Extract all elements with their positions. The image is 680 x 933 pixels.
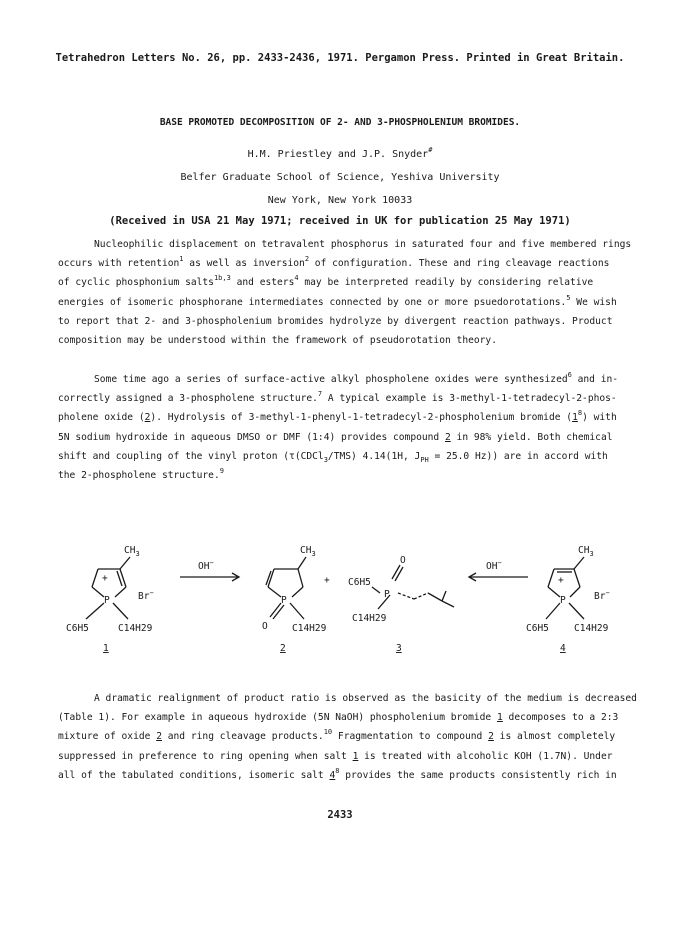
compound-label-1: 1 bbox=[103, 643, 109, 654]
plus-charge: + bbox=[558, 575, 564, 586]
text-line: pholene oxide (2). Hydrolysis of 3-methyl-1-phenyl-1-tetradecyl-2-phospholenium bromide $(1^8)$ with bbox=[58, 409, 617, 424]
compound-label-2: 2 bbox=[280, 643, 286, 654]
article-title: BASE PROMOTED DECOMPOSITION OF 2- AND 3-PHOSPHOLENIUM BROMIDES. bbox=[159, 117, 521, 128]
text-line: correctly assigned a 3-phospholene structure.$^7$ A typical example is 3-methyl-1-tetradecyl-2-phos- bbox=[58, 390, 617, 405]
text-line: Some time ago a series of surface-active alkyl phospholene oxides were synthesized$^6$ and in- bbox=[94, 371, 619, 385]
text-line: mixture of oxide 2 and ring cleavage products.$^{10}$ Fragmentation to compound 2 is almost completely bbox=[58, 728, 616, 743]
tetradecyl-label: C14H29 bbox=[292, 623, 327, 634]
text-line: composition may be understood within the framework of pseudorotation theory. bbox=[58, 335, 497, 347]
phenyl-label: C6H5 bbox=[526, 623, 549, 634]
received-dates: (Received in USA 21 May 1971; received in UK for publication 25 May 1971) bbox=[109, 215, 571, 227]
author-footnote-mark: # bbox=[428, 146, 433, 154]
oxygen-label: O bbox=[400, 555, 406, 566]
phosphorus-label: P bbox=[104, 595, 110, 606]
paragraph-1 bbox=[58, 235, 632, 350]
compound-4-structure bbox=[546, 557, 584, 619]
text-line: Nucleophilic displacement on tetravalent phosphorus in saturated four and five membered rings bbox=[94, 239, 632, 250]
phenyl-label: C6H5 bbox=[66, 623, 89, 634]
journal-header: Tetrahedron Letters No. 26, pp. 2433-2436, 1971. Pergamon Press. Printed in Great Britain. bbox=[55, 52, 625, 64]
text-line: A dramatic realignment of product ratio is observed as the basicity of the medium is decreased bbox=[94, 693, 637, 704]
text-line: 5N sodium hydroxide in aqueous DMSO or DMF (1:4) provides compound 2 in 98% yield. Both chemical bbox=[58, 431, 613, 443]
text-line: to report that 2- and 3-phospholenium bromides hydrolyze by divergent reaction pathways. Product bbox=[58, 315, 613, 327]
hydroxide-label: OH− bbox=[198, 559, 214, 572]
text-line: (Table 1). For example in aqueous hydroxide (5N NaOH) phospholenium bromide 1 decomposes to a 2:3 bbox=[58, 712, 619, 724]
affiliation-line-2: New York, New York 10033 bbox=[267, 195, 413, 206]
tetradecyl-label: C14H29 bbox=[118, 623, 153, 634]
ch3-label: $CH_3$ bbox=[300, 545, 316, 558]
tetradecyl-label: C14H29 bbox=[574, 623, 609, 634]
hydroxide-label: OH− bbox=[486, 559, 502, 572]
ch3-label: $CH_3$ bbox=[578, 545, 594, 558]
paragraph-3 bbox=[58, 689, 637, 785]
affiliation-line-1: Belfer Graduate School of Science, Yeshiva University bbox=[180, 172, 500, 183]
compound-1-structure bbox=[86, 557, 130, 619]
tetradecyl-label: C14H29 bbox=[352, 613, 387, 624]
text-line: energies of isomeric phosphorane intermediates connected by one or more psuedorotations.$^5$ We wish bbox=[58, 293, 617, 308]
text-line: shift and coupling of the vinyl proton (τ(CDCl$_3$/TMS) 4.14(1H, $J_{PH} = 25.0$ Hz)) are in accord with bbox=[58, 450, 608, 464]
compound-label-4: 4 bbox=[560, 643, 566, 654]
text-line: suppressed in preference to ring opening when salt 1 is treated with alcoholic KOH (1.7N). Under bbox=[58, 750, 613, 762]
bromide-label: Br− bbox=[594, 589, 610, 602]
phosphorus-label: P bbox=[384, 589, 390, 600]
author-names: H.M. Priestley and J.P. Snyder bbox=[247, 149, 429, 160]
compound-label-3: 3 bbox=[396, 643, 402, 654]
compound-2-structure bbox=[266, 557, 306, 619]
phenyl-label: C6H5 bbox=[348, 577, 371, 588]
reaction-scheme bbox=[0, 535, 680, 655]
text-line: occurs with retention$^1$ as well as inversion$^2$ of configuration. These and ring cleavage reactions bbox=[58, 255, 610, 270]
phosphorus-label: P bbox=[560, 595, 566, 606]
phosphorus-label: P bbox=[281, 595, 287, 606]
plus-charge: + bbox=[102, 573, 108, 584]
ch3-label: $CH_3$ bbox=[124, 545, 140, 558]
bromide-label: Br− bbox=[138, 589, 154, 602]
oxygen-label: O bbox=[262, 621, 268, 632]
plus-sign: + bbox=[324, 575, 330, 586]
paragraph-2 bbox=[58, 370, 628, 485]
compound-3-structure bbox=[372, 565, 454, 609]
authors bbox=[0, 146, 680, 160]
text-line: of cyclic phosphonium salts$^{1b,3}$ and esters$^4$ may be interpreted readily by considering relative bbox=[58, 274, 594, 289]
text-line: all of the tabulated conditions, isomeric salt $4^8$ provides the same products consistently rich in bbox=[58, 766, 617, 781]
text-line: the 2-phospholene structure.$^9$ bbox=[58, 467, 224, 482]
page-number: 2433 bbox=[327, 809, 353, 821]
